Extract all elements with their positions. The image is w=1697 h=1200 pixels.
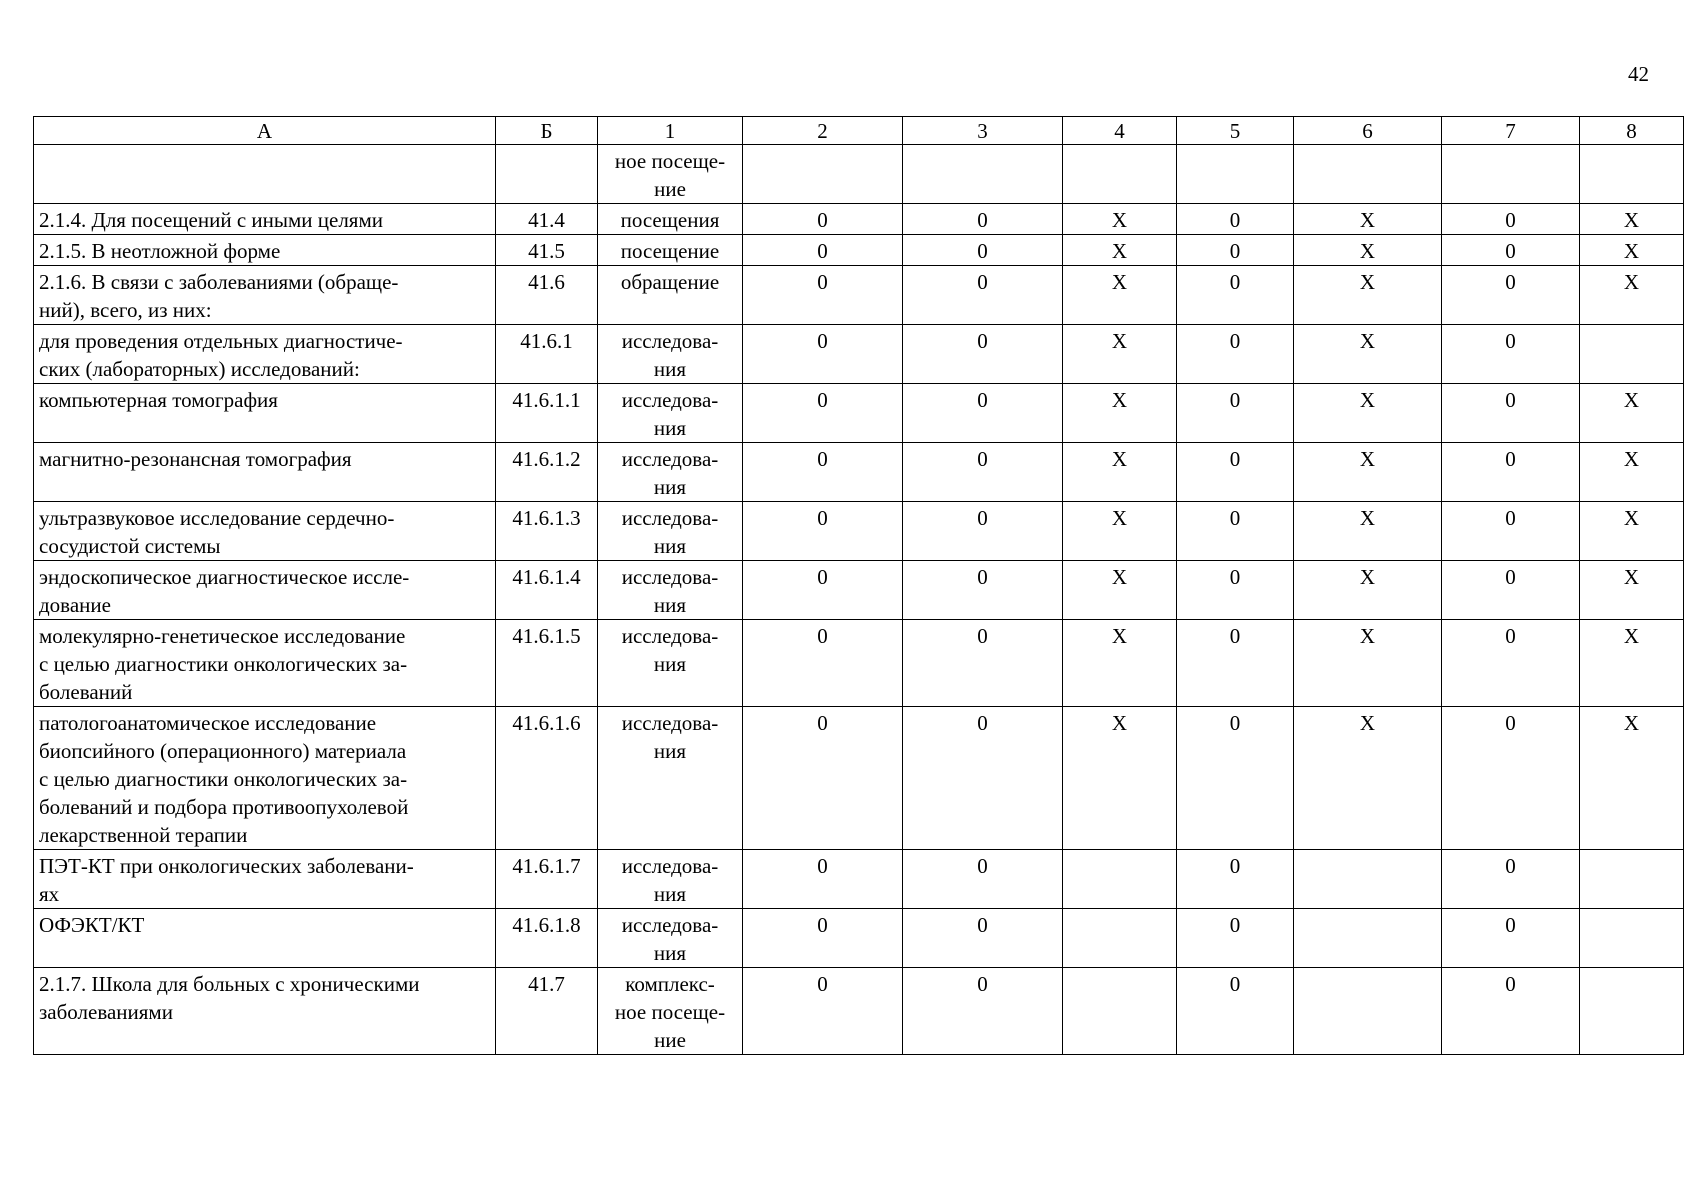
value-cell-col-6: X	[1294, 266, 1442, 325]
value-cell-col-6: X	[1294, 561, 1442, 620]
table-row	[34, 561, 1684, 620]
value-cell-col-4: X	[1063, 620, 1177, 707]
table-body	[34, 145, 1684, 1055]
row-unit: исследова- ния	[598, 620, 743, 707]
value-cell-col-3: 0	[903, 325, 1063, 384]
value-cell-col-3: 0	[903, 968, 1063, 1055]
row-code	[496, 145, 598, 204]
value-cell-col-6: X	[1294, 502, 1442, 561]
value-cell-col-8: X	[1580, 443, 1684, 502]
value-cell-col-3: 0	[903, 502, 1063, 561]
value-cell-col-8	[1580, 968, 1684, 1055]
value-cell-col-3: 0	[903, 266, 1063, 325]
value-cell-col-2: 0	[743, 235, 903, 266]
value-cell-col-6	[1294, 145, 1442, 204]
value-cell-col-7: 0	[1442, 850, 1580, 909]
value-cell-col-2: 0	[743, 443, 903, 502]
row-code: 41.6.1.2	[496, 443, 598, 502]
row-label: молекулярно-генетическое исследование с целью диагностики онкологических за- болеваний	[34, 620, 496, 707]
table-row	[34, 145, 1684, 204]
value-cell-col-5: 0	[1177, 325, 1294, 384]
value-cell-col-8	[1580, 909, 1684, 968]
value-cell-col-7: 0	[1442, 443, 1580, 502]
row-code: 41.7	[496, 968, 598, 1055]
value-cell-col-5: 0	[1177, 561, 1294, 620]
value-cell-col-2: 0	[743, 266, 903, 325]
row-code: 41.6	[496, 266, 598, 325]
header-cell-2: 2	[743, 117, 903, 145]
value-cell-col-6	[1294, 968, 1442, 1055]
value-cell-col-4: X	[1063, 502, 1177, 561]
value-cell-col-4: X	[1063, 561, 1177, 620]
row-label: 2.1.7. Школа для больных с хроническими заболеваниями	[34, 968, 496, 1055]
table-row	[34, 235, 1684, 266]
value-cell-col-2: 0	[743, 909, 903, 968]
value-cell-col-5: 0	[1177, 384, 1294, 443]
value-cell-col-8: X	[1580, 266, 1684, 325]
header-row	[34, 117, 1684, 145]
value-cell-col-3: 0	[903, 620, 1063, 707]
row-label: для проведения отдельных диагностиче- ских (лабораторных) исследований:	[34, 325, 496, 384]
value-cell-col-7: 0	[1442, 707, 1580, 850]
value-cell-col-2: 0	[743, 561, 903, 620]
row-unit: исследова- ния	[598, 325, 743, 384]
table-row	[34, 325, 1684, 384]
value-cell-col-2	[743, 145, 903, 204]
value-cell-col-7: 0	[1442, 325, 1580, 384]
value-cell-col-6: X	[1294, 620, 1442, 707]
value-cell-col-2: 0	[743, 707, 903, 850]
value-cell-col-6: X	[1294, 325, 1442, 384]
value-cell-col-2: 0	[743, 620, 903, 707]
value-cell-col-4: X	[1063, 443, 1177, 502]
row-unit: исследова- ния	[598, 561, 743, 620]
value-cell-col-3: 0	[903, 561, 1063, 620]
table-row	[34, 707, 1684, 850]
value-cell-col-7: 0	[1442, 266, 1580, 325]
value-cell-col-8: X	[1580, 384, 1684, 443]
value-cell-col-8: X	[1580, 235, 1684, 266]
value-cell-col-7: 0	[1442, 561, 1580, 620]
row-unit: посещение	[598, 235, 743, 266]
row-label: ОФЭКТ/КТ	[34, 909, 496, 968]
value-cell-col-5: 0	[1177, 620, 1294, 707]
header-cell-a: А	[34, 117, 496, 145]
value-cell-col-5: 0	[1177, 850, 1294, 909]
value-cell-col-4	[1063, 909, 1177, 968]
row-label: 2.1.6. В связи с заболеваниями (обраще- ний), всего, из них:	[34, 266, 496, 325]
row-code: 41.4	[496, 204, 598, 235]
value-cell-col-3: 0	[903, 443, 1063, 502]
value-cell-col-3: 0	[903, 384, 1063, 443]
value-cell-col-5	[1177, 145, 1294, 204]
page-number: 42	[1628, 62, 1649, 86]
value-cell-col-7: 0	[1442, 968, 1580, 1055]
value-cell-col-8	[1580, 850, 1684, 909]
row-unit: исследова- ния	[598, 850, 743, 909]
row-code: 41.6.1.5	[496, 620, 598, 707]
value-cell-col-4	[1063, 968, 1177, 1055]
value-cell-col-8: X	[1580, 707, 1684, 850]
row-unit: комплекс- ное посеще- ние	[598, 968, 743, 1055]
row-label: эндоскопическое диагностическое иссле- дование	[34, 561, 496, 620]
row-label: патологоанатомическое исследование биопсийного (операционного) материала с целью диагностики онкологических за- болеваний и подбора противоопухолевой лекарственной терапии	[34, 707, 496, 850]
value-cell-col-2: 0	[743, 204, 903, 235]
value-cell-col-5: 0	[1177, 909, 1294, 968]
row-code: 41.6.1.6	[496, 707, 598, 850]
value-cell-col-5: 0	[1177, 204, 1294, 235]
header-cell-5: 5	[1177, 117, 1294, 145]
row-label	[34, 145, 496, 204]
value-cell-col-8: X	[1580, 502, 1684, 561]
table-row	[34, 909, 1684, 968]
row-unit: ное посеще- ние	[598, 145, 743, 204]
value-cell-col-3	[903, 145, 1063, 204]
value-cell-col-2: 0	[743, 502, 903, 561]
value-cell-col-8	[1580, 325, 1684, 384]
value-cell-col-6: X	[1294, 707, 1442, 850]
row-label: 2.1.4. Для посещений с иными целями	[34, 204, 496, 235]
value-cell-col-4: X	[1063, 235, 1177, 266]
value-cell-col-5: 0	[1177, 235, 1294, 266]
table-row	[34, 968, 1684, 1055]
value-cell-col-8: X	[1580, 204, 1684, 235]
header-cell-6: 6	[1294, 117, 1442, 145]
value-cell-col-5: 0	[1177, 502, 1294, 561]
value-cell-col-4: X	[1063, 204, 1177, 235]
row-unit: посещения	[598, 204, 743, 235]
value-cell-col-3: 0	[903, 909, 1063, 968]
value-cell-col-6	[1294, 850, 1442, 909]
row-code: 41.6.1	[496, 325, 598, 384]
value-cell-col-7: 0	[1442, 204, 1580, 235]
value-cell-col-7: 0	[1442, 909, 1580, 968]
table-row	[34, 204, 1684, 235]
value-cell-col-7: 0	[1442, 235, 1580, 266]
value-cell-col-4	[1063, 850, 1177, 909]
value-cell-col-5: 0	[1177, 707, 1294, 850]
table-row	[34, 266, 1684, 325]
header-cell-b: Б	[496, 117, 598, 145]
value-cell-col-6: X	[1294, 443, 1442, 502]
value-cell-col-7: 0	[1442, 384, 1580, 443]
row-code: 41.6.1.7	[496, 850, 598, 909]
row-code: 41.5	[496, 235, 598, 266]
header-cell-7: 7	[1442, 117, 1580, 145]
row-unit: обращение	[598, 266, 743, 325]
row-label: ПЭТ-КТ при онкологических заболевани- ях	[34, 850, 496, 909]
value-cell-col-6: X	[1294, 384, 1442, 443]
value-cell-col-7: 0	[1442, 502, 1580, 561]
row-label: компьютерная томография	[34, 384, 496, 443]
value-cell-col-5: 0	[1177, 443, 1294, 502]
row-code: 41.6.1.1	[496, 384, 598, 443]
table-row	[34, 850, 1684, 909]
value-cell-col-7: 0	[1442, 620, 1580, 707]
value-cell-col-7	[1442, 145, 1580, 204]
row-unit: исследова- ния	[598, 443, 743, 502]
row-label: магнитно-резонансная томография	[34, 443, 496, 502]
value-cell-col-8: X	[1580, 620, 1684, 707]
value-cell-col-5: 0	[1177, 266, 1294, 325]
row-code: 41.6.1.3	[496, 502, 598, 561]
row-label: ультразвуковое исследование сердечно- сосудистой системы	[34, 502, 496, 561]
value-cell-col-4: X	[1063, 384, 1177, 443]
row-code: 41.6.1.8	[496, 909, 598, 968]
value-cell-col-6: X	[1294, 235, 1442, 266]
table-row	[34, 502, 1684, 561]
value-cell-col-2: 0	[743, 850, 903, 909]
row-unit: исследова- ния	[598, 502, 743, 561]
value-cell-col-3: 0	[903, 850, 1063, 909]
row-unit: исследова- ния	[598, 707, 743, 850]
value-cell-col-4: X	[1063, 707, 1177, 850]
table-row	[34, 384, 1684, 443]
value-cell-col-2: 0	[743, 325, 903, 384]
header-cell-1: 1	[598, 117, 743, 145]
value-cell-col-5: 0	[1177, 968, 1294, 1055]
value-cell-col-4: X	[1063, 266, 1177, 325]
value-cell-col-4: X	[1063, 325, 1177, 384]
value-cell-col-3: 0	[903, 707, 1063, 850]
row-label: 2.1.5. В неотложной форме	[34, 235, 496, 266]
value-cell-col-2: 0	[743, 384, 903, 443]
value-cell-col-8: X	[1580, 561, 1684, 620]
row-unit: исследова- ния	[598, 384, 743, 443]
row-unit: исследова- ния	[598, 909, 743, 968]
data-table	[33, 116, 1684, 1055]
header-cell-8: 8	[1580, 117, 1684, 145]
header-cell-3: 3	[903, 117, 1063, 145]
value-cell-col-6: X	[1294, 204, 1442, 235]
value-cell-col-2: 0	[743, 968, 903, 1055]
value-cell-col-3: 0	[903, 235, 1063, 266]
table-row	[34, 443, 1684, 502]
value-cell-col-4	[1063, 145, 1177, 204]
value-cell-col-3: 0	[903, 204, 1063, 235]
value-cell-col-8	[1580, 145, 1684, 204]
header-cell-4: 4	[1063, 117, 1177, 145]
value-cell-col-6	[1294, 909, 1442, 968]
table-row	[34, 620, 1684, 707]
row-code: 41.6.1.4	[496, 561, 598, 620]
